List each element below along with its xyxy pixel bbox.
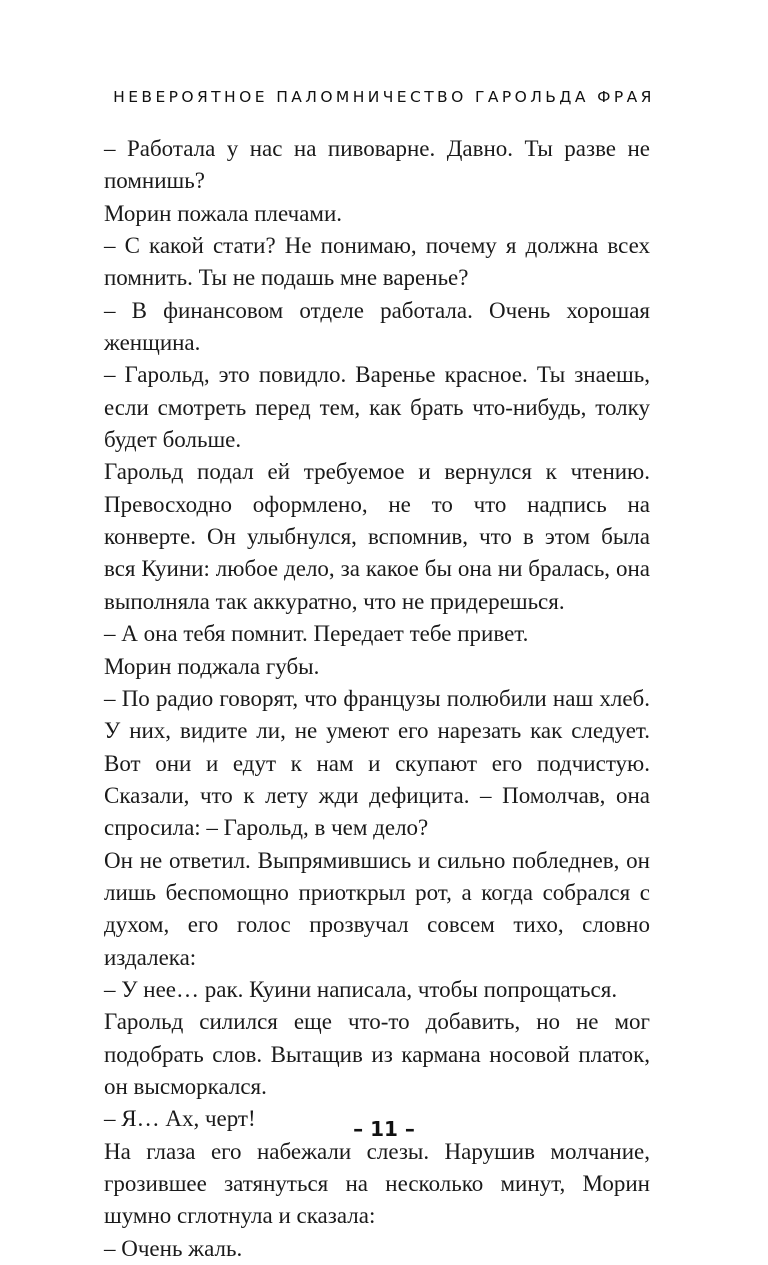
paragraph: Гарольд подал ей требуемое и вернулся к чтению. Превосходно оформлено, не то что надпись на конверте. Он улыбнулся, вспомнив, что в этом была вся Куини: любое дело, за какое бы она ни бралась, она выполняла так аккуратно, что не придерешься. [104, 459, 650, 614]
paragraph: – А она тебя помнит. Передает тебе привет. [104, 621, 529, 647]
paragraph: Он не ответил. Выпрямившись и сильно побледнев, он лишь беспомощно приоткрыл рот, а когда собрался с духом, его голос прозвучал совсем тихо, словно издалека: [104, 847, 650, 970]
running-header: НЕВЕРОЯТНОЕ ПАЛОМНИЧЕСТВО ГАРОЛЬДА ФРАЯ [113, 88, 655, 106]
paragraph: – В финансовом отделе работала. Очень хорошая женщина. [104, 297, 650, 356]
paragraph: – С какой стати? Не понимаю, почему я должна всех помнить. Ты не подашь мне варенье? [104, 233, 650, 291]
paragraph: – Я… Ах, черт! [104, 1106, 256, 1132]
paragraph: Морин пожала плечами. [104, 200, 343, 226]
paragraph: – По радио говорят, что французы полюбили наш хлеб. У них, видите ли, не умеют его нарезать как следует. Вот они и едут к нам и скупают его подчистую. Сказали, что к лету жди дефицита. – Помолчав, она спросила: – Гарольд, в чем дело? [104, 685, 650, 841]
paragraph: Гарольд силился еще что-то добавить, но не мог подобрать слов. Вытащив из кармана носовой платок, он высморкался. [104, 1009, 650, 1099]
paragraph: – Очень жаль. [104, 1235, 243, 1261]
paragraph: – Работала у нас на пивоварне. Давно. Ты разве не помнишь? [104, 136, 650, 194]
paragraph: – У нее… рак. Куини написала, чтобы попрощаться. [104, 976, 618, 1002]
page-number: – 11 – [353, 1117, 415, 1141]
body-text [104, 133, 650, 1265]
paragraph: – Гарольд, это повидло. Варенье красное. Ты знаешь, если смотреть перед тем, как брать что-нибудь, толку будет больше. [104, 362, 650, 453]
paragraph: На глаза его набежали слезы. Нарушив молчание, грозившее затянуться на несколько минут, Морин шумно сглотнула и сказала: [104, 1138, 650, 1229]
paragraph: Морин поджала губы. [104, 653, 320, 679]
